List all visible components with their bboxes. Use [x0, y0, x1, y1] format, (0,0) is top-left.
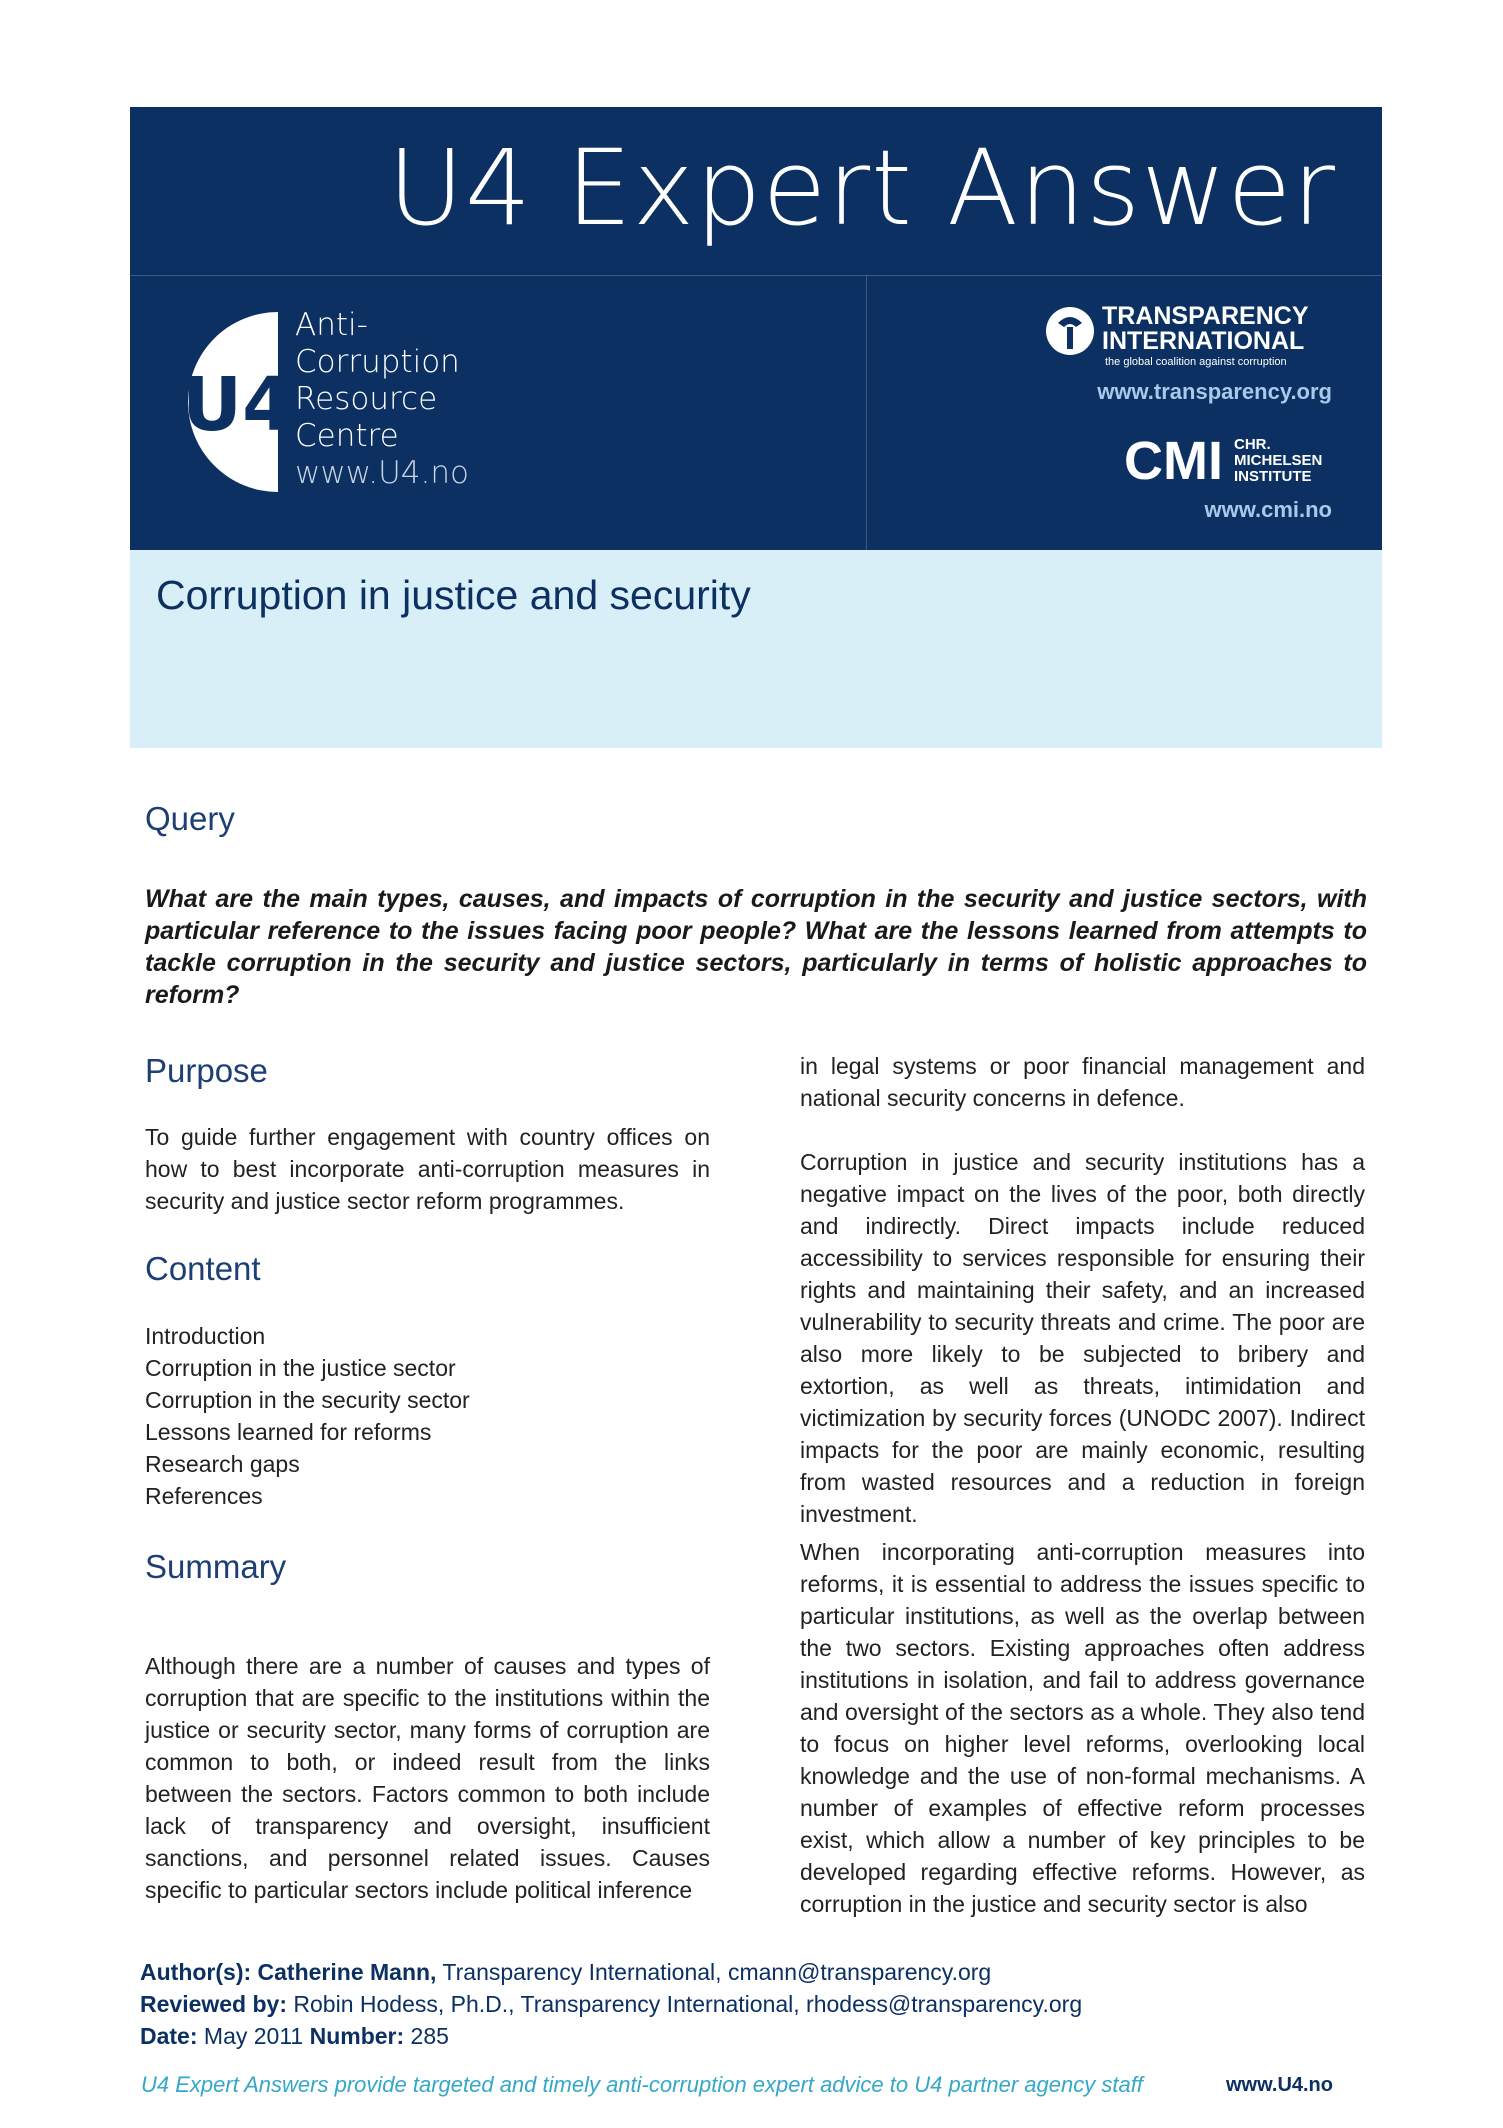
date-line: [140, 2020, 1082, 2052]
ti-name-1: TRANSPARENCY: [1102, 302, 1309, 330]
list-item: Corruption in the justice sector: [145, 1355, 456, 1381]
query-heading: Query: [145, 800, 235, 837]
number-label: Number:: [309, 2023, 405, 2049]
content-list: [145, 1320, 470, 1512]
summary-paragraph-3: When incorporating anti-corruption measures into reforms, it is essential to address the issues specific to particular institutions, as well as the overlap between the two sectors. Existing approaches often address institutions in isolation, and fail to address governance and oversight of the sectors as a whole. They also tend to focus on higher level reforms, overlooking local knowledge and the use of non-formal mechanisms. A number of examples of effective reform processes exist, which allow a number of key principles to be developed regarding effective reforms. However, as corruption in the justice and security sector is also: [800, 1539, 1365, 1917]
cmi-logo: [1124, 427, 1334, 487]
authors-line: [140, 1956, 1082, 1988]
author-metadata: [140, 1956, 1082, 2052]
content-heading: Content: [145, 1250, 261, 1287]
list-item: Lessons learned for reforms: [145, 1419, 432, 1445]
reviewed-label: Reviewed by:: [140, 1991, 287, 2017]
document-title: Corruption in justice and security: [156, 572, 751, 618]
cmi-url[interactable]: www.cmi.no: [1204, 497, 1332, 522]
u4-logo-text: [295, 307, 469, 492]
u4-logo-mark: U4: [182, 362, 294, 448]
purpose-heading: Purpose: [145, 1052, 268, 1089]
cmi-name-1: CHR.: [1234, 436, 1271, 453]
summary-paragraph-2: Corruption in justice and security institutions has a negative impact on the lives of the poor, both directly and indirectly. Direct impacts include reduced accessibility to services responsible for ensuring their rights and maintaining their safety, and an increased vulnerability to security threats and crime. The poor are also more likely to be subjected to bribery and extortion, as well as threats, intimidation and victimization by security forces (UNODC 2007). Indirect impacts for the poor are mainly economic, resulting from wasted resources and a reduction in foreign investment.: [800, 1149, 1365, 1527]
title-band: [130, 550, 1382, 748]
cmi-name-2: MICHELSEN: [1234, 452, 1323, 469]
date-value: May 2011: [197, 2023, 310, 2049]
u4-line-1: Anti-: [295, 307, 368, 343]
ti-tagline: the global coalition against corruption: [1105, 356, 1287, 368]
header-banner: [130, 107, 1382, 550]
purpose-text: To guide further engagement with country offices on how to best incorporate anti-corruption measures in security and justice sector reform programmes.: [145, 1124, 710, 1214]
authors-label: Author(s):: [140, 1959, 252, 1985]
query-text: What are the main types, causes, and impacts of corruption in the security and justice sectors, with particular reference to the issues facing poor people? What are the lessons learned from attempts to tackle corruption in the security and justice sectors, particularly in terms of holistic approaches to reform?: [145, 885, 1367, 1009]
footer-url[interactable]: www.U4.no: [1225, 2074, 1333, 2096]
authors-details: Transparency International, cmann@transparency.org: [436, 1959, 992, 1985]
u4-url[interactable]: www.U4.no: [295, 455, 469, 491]
summary-paragraph-1: Although there are a number of causes and types of corruption that are specific to the institutions within the justice or security sector, many forms of corruption are common to both, or indeed result from the links between the sectors. Factors common to both include lack of transparency and oversight, insufficient sanctions, and personnel related issues. Causes specific to particular sectors include political inference: [145, 1653, 710, 1903]
u4-line-4: Centre: [295, 418, 399, 454]
cmi-name-3: INSTITUTE: [1234, 468, 1312, 485]
u4-line-3: Resource: [295, 381, 438, 417]
u4-line-2: Corruption: [295, 344, 460, 380]
ti-url[interactable]: www.transparency.org: [1097, 379, 1332, 404]
list-item: Research gaps: [145, 1451, 300, 1477]
cmi-mark: CMI: [1124, 431, 1223, 487]
transparency-international-logo: [1044, 297, 1334, 377]
authors-name: Catherine Mann,: [257, 1959, 437, 1985]
series-title: U4 Expert Answer: [387, 127, 1336, 249]
ti-name-2: INTERNATIONAL: [1102, 327, 1305, 355]
list-item: References: [145, 1483, 263, 1509]
list-item: Introduction: [145, 1323, 266, 1349]
banner-vertical-divider: [866, 275, 867, 550]
summary-heading: Summary: [145, 1548, 287, 1585]
summary-paragraph-1-continued: in legal systems or poor financial management and national security concerns in defence.: [800, 1053, 1365, 1111]
date-label: Date:: [140, 2023, 198, 2049]
footer-tagline: U4 Expert Answers provide targeted and timely anti-corruption expert advice to U4 partner agency staff: [141, 2072, 1143, 2097]
reviewed-line: [140, 1988, 1082, 2020]
number-value: 285: [404, 2023, 449, 2049]
banner-divider: [130, 275, 1382, 276]
list-item: Corruption in the security sector: [145, 1387, 470, 1413]
reviewed-details: Robin Hodess, Ph.D., Transparency International, rhodess@transparency.org: [287, 1991, 1083, 2017]
